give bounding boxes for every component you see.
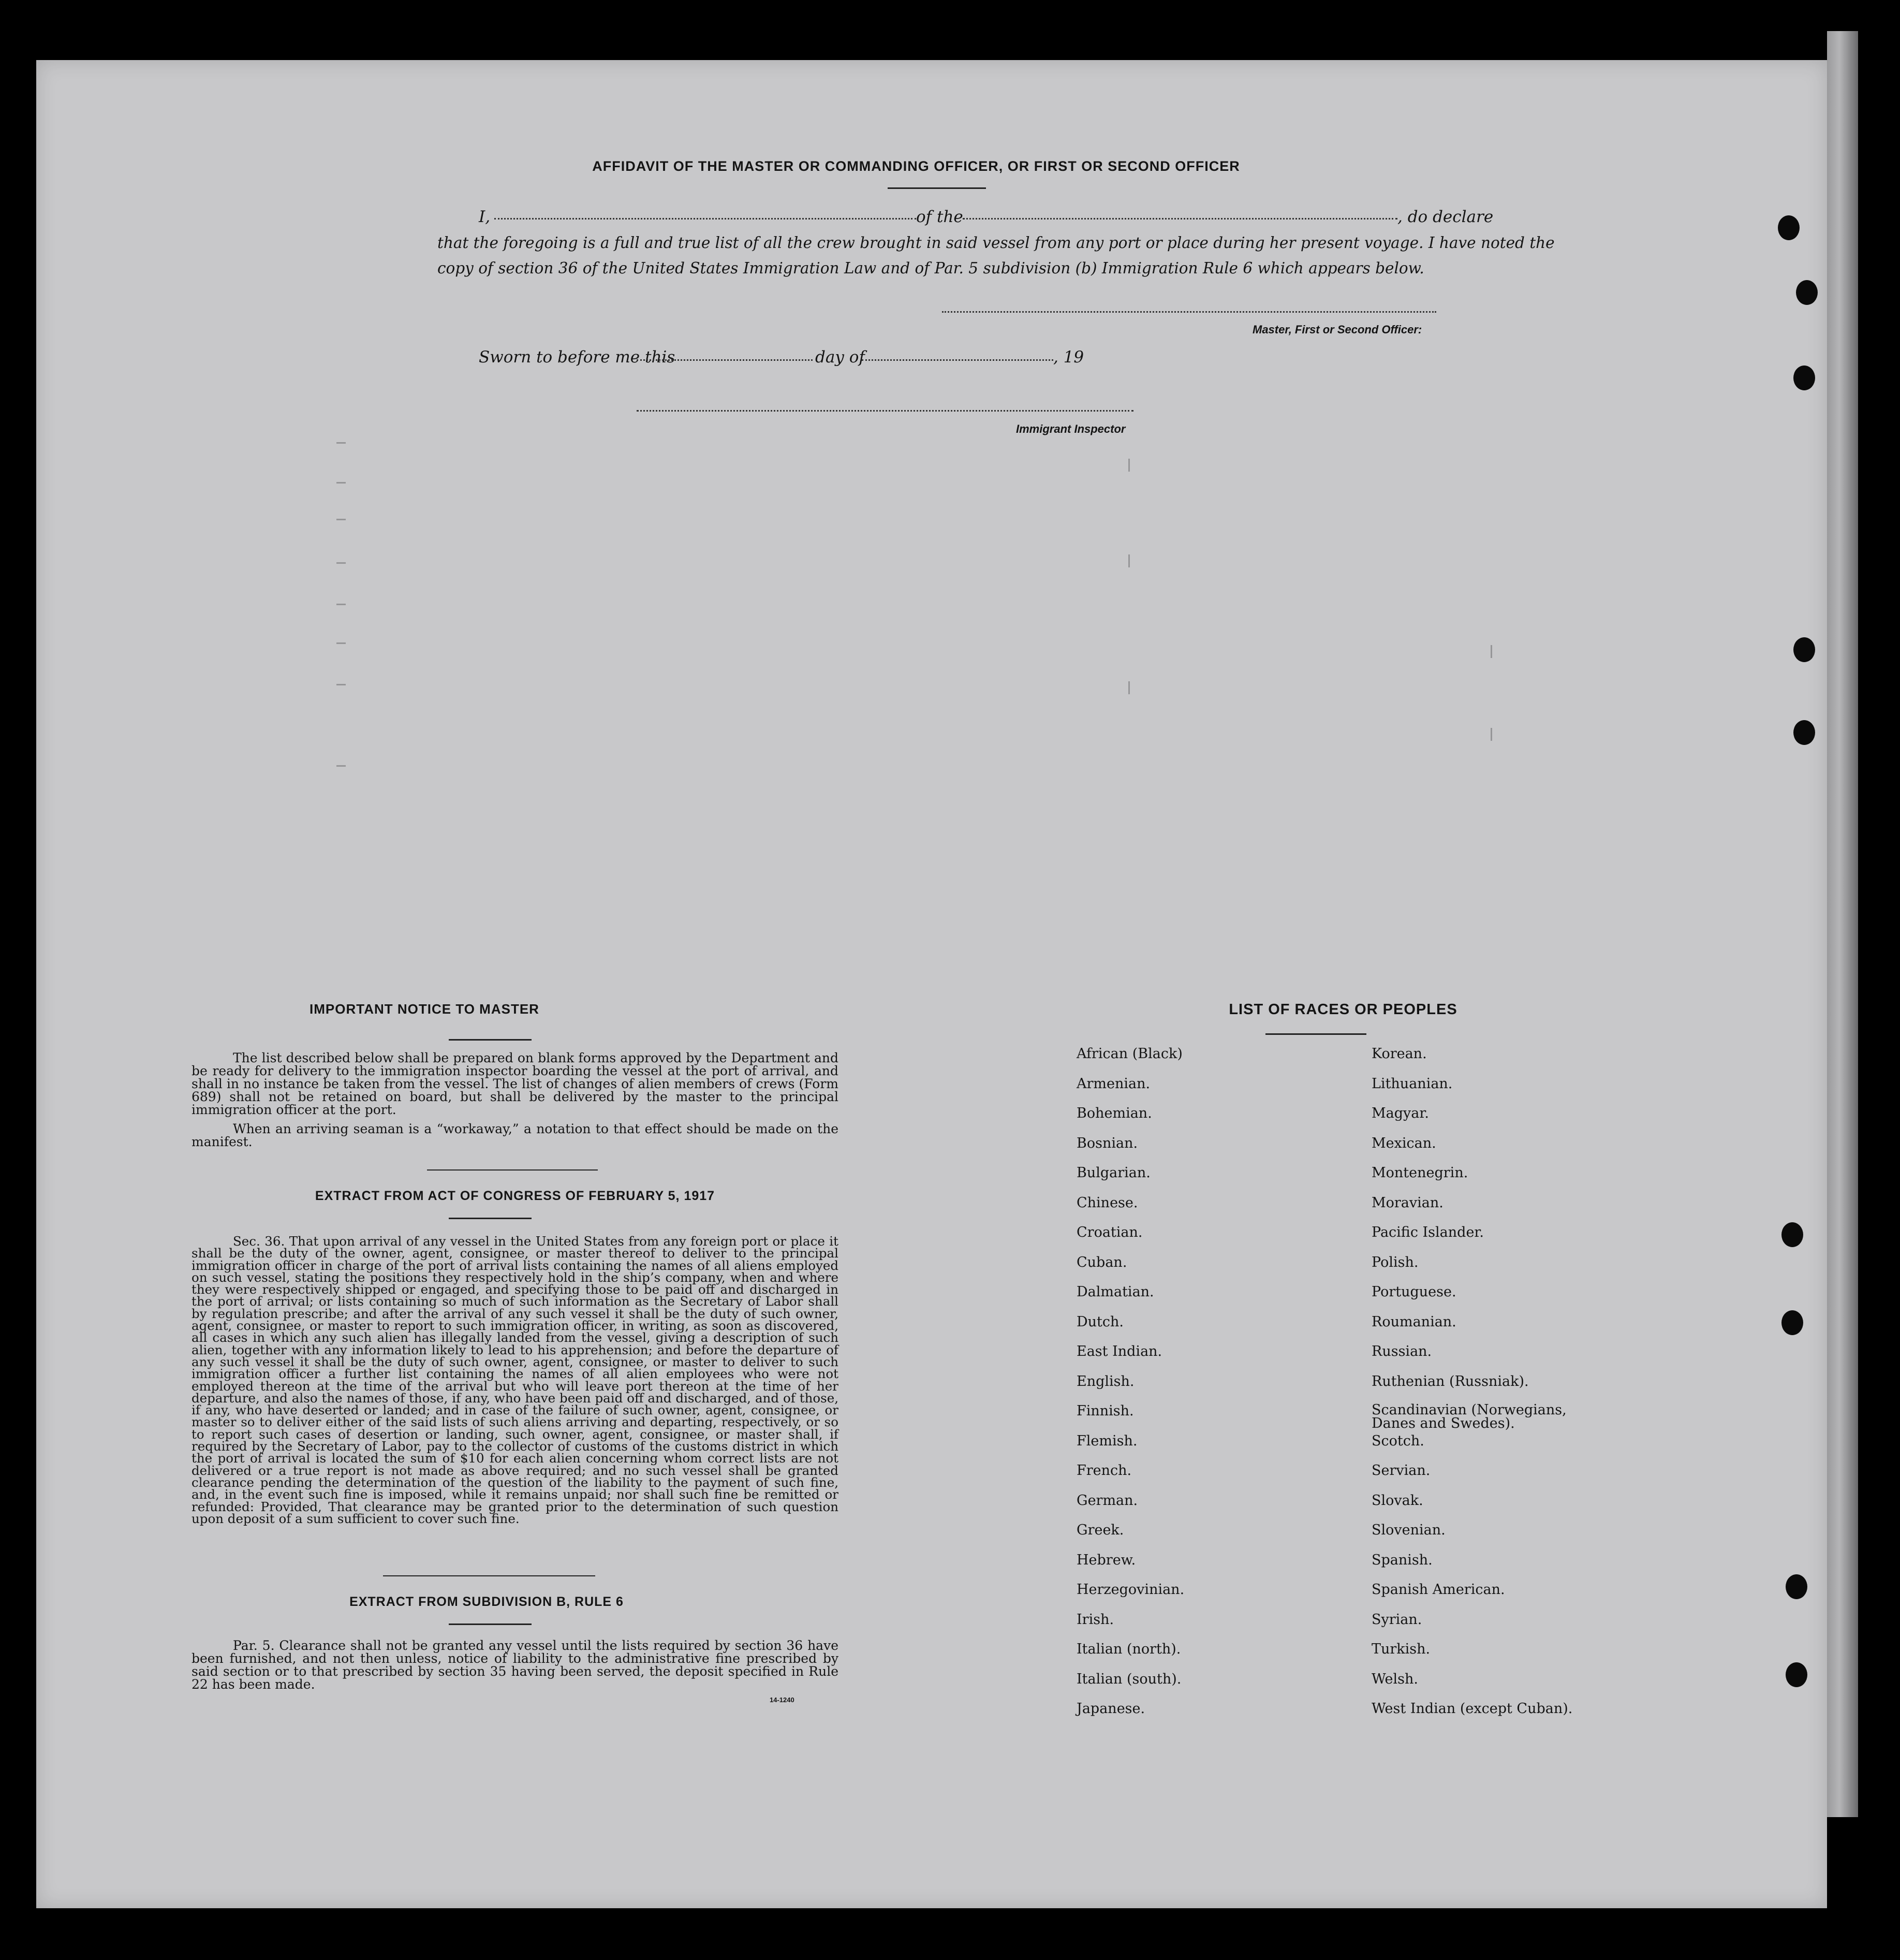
race-item: Moravian. [1372,1194,1444,1211]
race-item: Slovak. [1372,1492,1423,1509]
race-item: Spanish. [1372,1552,1433,1568]
race-item: Syrian. [1372,1611,1422,1628]
binder-hole [1781,1310,1803,1335]
race-item: Flemish. [1077,1432,1138,1449]
heading-rule [449,1218,532,1219]
race-item: West Indian (except Cuban). [1372,1701,1573,1717]
sworn-date-field[interactable] [637,359,813,361]
race-item: French. [1077,1462,1132,1479]
races-heading: LIST OF RACES OR PEOPLES [1229,1001,1457,1018]
name-field[interactable] [494,218,916,220]
master-signature-field[interactable] [942,311,1436,313]
year-text: , 19 [1053,348,1084,367]
race-item: German. [1077,1492,1138,1509]
race-item: Finnish. [1077,1403,1134,1419]
section-rule [427,1169,598,1171]
binder-hole [1793,720,1815,745]
ghost-mark [336,442,346,444]
race-item: Korean. [1372,1046,1427,1062]
race-item: Italian (north). [1077,1641,1181,1657]
binder-hole [1786,1574,1807,1599]
race-item: Herzegovinian. [1077,1582,1185,1598]
race-item: Dalmatian. [1077,1284,1154,1300]
ghost-mark [336,519,346,520]
ghost-mark [1491,645,1492,658]
race-item: Chinese. [1077,1194,1138,1211]
master-signature-label: Master, First or Second Officer: [1253,323,1422,336]
race-item: African (Black) [1077,1046,1183,1062]
binder-hole [1781,1222,1803,1247]
ghost-mark [336,642,346,644]
binder-hole [1793,365,1815,390]
heading-rule [449,1623,532,1625]
ghost-mark [336,765,346,767]
ghost-mark [336,604,346,605]
race-item: Pacific Islander. [1372,1224,1484,1240]
race-item: Lithuanian. [1372,1075,1453,1092]
notice-paragraph-1: The list described below shall be prepared on blank forms approved by the Department and be ready for delivery to the immigration inspector boarding the vessel at the port of arrival, and shall in no instance be taken from the vessel. The list of changes of alien members of crews (Form 689) shall not be retained on board, but shall be delivered by the master to the principal immigration officer at the port. [192,1050,838,1117]
sworn-text: Sworn to before me this [479,348,675,367]
heading-rule [449,1039,532,1041]
race-item: Magyar. [1372,1105,1429,1121]
race-item: Roumanian. [1372,1313,1456,1330]
race-item: Spanish American. [1372,1582,1505,1598]
race-item: Greek. [1077,1522,1124,1538]
affidavit-of-the: of the [916,208,963,226]
extract-act-heading: EXTRACT FROM ACT OF CONGRESS OF FEBRUARY 5, 1917 [315,1189,715,1203]
race-item: Scandinavian (Norwegians, Danes and Swedes). [1372,1402,1567,1431]
document-page [36,60,1827,1908]
affidavit-declare: , do declare [1397,208,1494,226]
races-left-column [1077,1046,1309,1731]
ghost-mark [1128,554,1130,567]
race-item: Bohemian. [1077,1105,1152,1121]
race-item: Mexican. [1372,1135,1436,1151]
race-item: Polish. [1372,1254,1419,1270]
race-item: Scotch. [1372,1432,1424,1449]
race-item: Servian. [1372,1462,1431,1479]
affidavit-heading: AFFIDAVIT OF THE MASTER OR COMMANDING OFFICER, OR FIRST OR SECOND OFFICER [592,158,1240,174]
ghost-mark [336,562,346,564]
binder-hole [1786,1662,1807,1687]
ghost-mark [1491,728,1492,741]
race-item: Ruthenian (Russniak). [1372,1373,1529,1389]
race-item: Cuban. [1077,1254,1127,1270]
affidavit-i: I, [479,208,491,226]
sworn-month-field[interactable] [862,359,1053,361]
section-36-text: Sec. 36. That upon arrival of any vessel in the United States from any foreign port or place it shall be the duty of the owner, agent, consignee, or master thereof to deliver to the principal immigration officer in charge of the port of arrival lists containing the names of all aliens employed on such vessel, stating the positions they respectively hold in the ship’s company, when and where they were respectively shipped or engaged, and specifying those to be paid off and discharged in the port of arrival; or lists containing so much of such information as the Secretary of Labor shall by regulation prescribe; and after the arrival of any such vessel it shall be the duty of such owner, agent, consignee, or master to report to such immigration officer, in writing, as soon as discovered, all cases in which any such alien has illegally landed from the vessel, giving a description of such alien, together with any information likely to lead to his apprehension; and before the departure of any such vessel it shall be the duty of such owner, agent, consignee, or master to deliver to such immigration officer a further list containing the names of all alien employees who were not employed thereon at the time of the arrival but who will leave port thereon at the time of her departure, and also the names of those, if any, who have been paid off and discharged, and of those, if any, who have deserted or landed; and in case of the failure of such owner, agent, consignee, or master so to deliver either of the said lists of such aliens arriving and departing, respectively, or so to report such cases of desertion or landing, such owner, agent, consignee, or master shall, if required by the Secretary of Labor, pay to the collector of customs of the customs district in which the port of arrival is located the sum of $10 for each alien concerning whom correct lists are not delivered or a true report is not made as above required; and no such vessel shall be granted clearance pending the determination of the question of the liability to the payment of such fine, and, in the event such fine is imposed, while it remains unpaid; nor shall such fine be remitted or refunded: Provided, That clearance may be granted prior to the determination of such question upon deposit of a sum sufficient to cover such fine. [192,1234,838,1526]
race-item: Hebrew. [1077,1552,1136,1568]
race-item: Armenian. [1077,1075,1151,1092]
race-item: Dutch. [1077,1313,1124,1330]
race-item: English. [1077,1373,1135,1389]
race-item: Montenegrin. [1372,1165,1468,1181]
ghost-mark [336,482,346,484]
races-right-column [1372,1046,1661,1731]
heading-rule [1265,1033,1366,1035]
race-item: Slovenian. [1372,1522,1446,1538]
binder-hole [1796,280,1818,305]
affidavit-line3: copy of section 36 of the United States Immigration Law and of Par. 5 subdivision (b) Immigration Rule 6 which appears below. [437,259,1424,277]
vessel-field[interactable] [963,218,1397,220]
race-item: Irish. [1077,1611,1114,1628]
race-item: Welsh. [1372,1671,1418,1687]
race-item: Russian. [1372,1343,1432,1359]
ghost-mark [1128,459,1130,472]
binder-hole [1793,637,1815,662]
day-of-text: day of [815,348,865,367]
race-item: East Indian. [1077,1343,1162,1359]
notice-heading: IMPORTANT NOTICE TO MASTER [310,1001,539,1017]
race-item: Turkish. [1372,1641,1431,1657]
section-rule [383,1575,595,1576]
ghost-mark [1128,681,1130,694]
form-number: 14-1240 [770,1696,794,1704]
extract-rule-heading: EXTRACT FROM SUBDIVISION B, RULE 6 [349,1595,624,1609]
race-item: Croatian. [1077,1224,1143,1240]
heading-rule [888,187,986,189]
inspector-signature-field[interactable] [637,410,1133,412]
inspector-label: Immigrant Inspector [1016,422,1126,435]
race-item: Italian (south). [1077,1671,1182,1687]
race-item: Bulgarian. [1077,1165,1151,1181]
rule-6-text: Par. 5. Clearance shall not be granted any vessel until the lists required by section 36 have been furnished, and not then unless, notice of liability to the administrative fine prescribed by said section or to that prescribed by section 35 having been served, the deposit specified in Rule 22 has been made. [192,1638,838,1692]
notice-paragraph-2: When an arriving seaman is a “workaway,” a notation to that effect should be made on the manifest. [192,1121,838,1149]
page-stack-edge [1827,31,1858,1817]
race-item: Bosnian. [1077,1135,1138,1151]
affidavit-line2: that the foregoing is a full and true list of all the crew brought in said vessel from any port or place during her present voyage. I have noted the [437,234,1555,252]
race-item: Portuguese. [1372,1284,1456,1300]
binder-hole [1778,215,1800,240]
ghost-mark [336,684,346,685]
race-item: Japanese. [1077,1701,1145,1717]
